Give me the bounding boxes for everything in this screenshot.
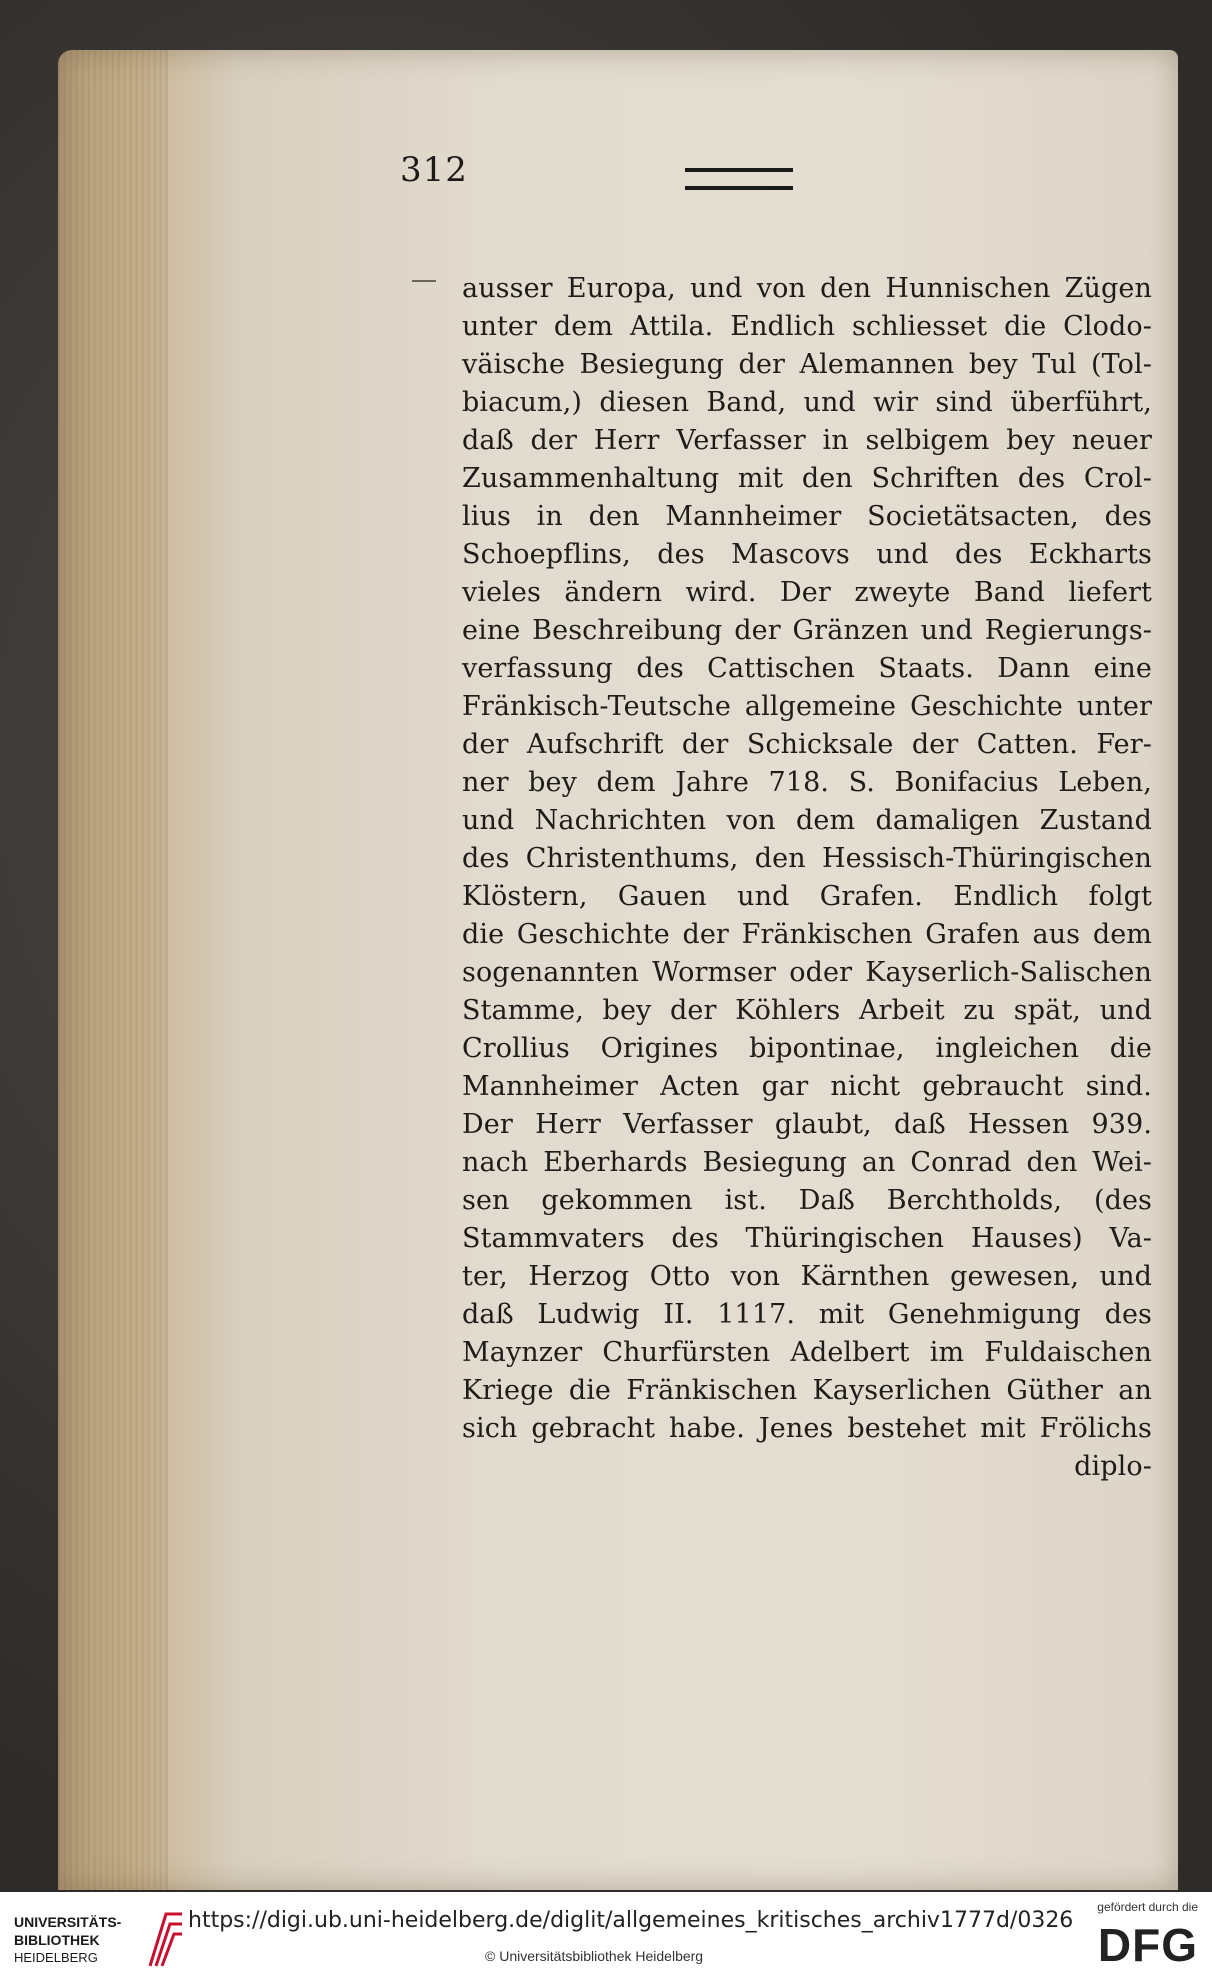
funder-caption: gefördert durch die [1097, 1900, 1198, 1914]
viewer-footer [0, 1892, 1212, 1980]
text-line: sogenannten Wormser oder Kayserlich-Salischen [462, 957, 1152, 988]
text-line: Der Herr Verfasser glaubt, daß Hessen 939. [462, 1109, 1152, 1140]
text-line: Klöstern, Gauen und Grafen. Endlich folgt [462, 881, 1152, 912]
text-line: Maynzer Churfürsten Adelbert im Fuldaischen [462, 1337, 1152, 1368]
margin-mark [412, 280, 436, 282]
page-number: 312 [400, 150, 468, 190]
permalink-url[interactable]: https://digi.ub.uni-heidelberg.de/diglit/allgemeines_kritisches_archiv1777d/0326 [188, 1908, 1074, 1933]
text-line: der Aufschrift der Schicksale der Catten. Fer- [462, 729, 1152, 760]
text-line: daß der Herr Verfasser in selbigem bey neuer [462, 425, 1152, 456]
catchword: diplo- [1074, 1451, 1152, 1482]
funder-block[interactable] [1068, 1898, 1198, 1974]
text-line: Stamme, bey der Köhlers Arbeit zu spät, und [462, 995, 1152, 1026]
copyright-notice: © Universitätsbibliothek Heidelberg [485, 1948, 704, 1964]
text-line: ausser Europa, und von den Hunnischen Zügen [462, 273, 1152, 304]
page-edge [58, 50, 168, 1890]
library-logo[interactable] [14, 1910, 184, 1970]
body-text [462, 270, 1152, 1486]
text-line: Kriege die Fränkischen Kayserlichen Güther an [462, 1375, 1152, 1406]
text-line: eine Beschreibung der Gränzen und Regierungs- [462, 615, 1152, 646]
text-line: die Geschichte der Fränkischen Grafen aus dem [462, 919, 1152, 950]
text-line: und Nachrichten von dem damaligen Zustand [462, 805, 1152, 836]
text-line: ner bey dem Jahre 718. S. Bonifacius Leben, [462, 767, 1152, 798]
text-line: des Christenthums, den Hessisch-Thüringischen [462, 843, 1152, 874]
text-line: Stammvaters des Thüringischen Hauses) Va- [462, 1223, 1152, 1254]
dfg-logo: DFG [1097, 1919, 1198, 1971]
text-line: lius in den Mannheimer Societätsacten, des [462, 501, 1152, 532]
header-double-rule [685, 168, 793, 190]
text-line: Crollius Origines bipontinae, ingleichen die [462, 1033, 1152, 1064]
text-line: Schoepflins, des Mascovs und des Eckharts [462, 539, 1152, 570]
page-header [400, 150, 1160, 220]
library-emblem-icon [144, 1910, 186, 1968]
text-line: väische Besiegung der Alemannen bey Tul (Tol- [462, 349, 1152, 380]
text-line: ter, Herzog Otto von Kärnthen gewesen, und [462, 1261, 1152, 1292]
library-name-line3: HEIDELBERG [14, 1950, 98, 1965]
text-line: sen gekommen ist. Daß Berchtholds, (des [462, 1185, 1152, 1216]
text-line: Mannheimer Acten gar nicht gebraucht sind. [462, 1071, 1152, 1102]
text-line: unter dem Attila. Endlich schliesset die Clodo- [462, 311, 1152, 342]
text-line: sich gebracht habe. Jenes bestehet mit Frölichs [462, 1413, 1152, 1444]
library-name-line1: UNIVERSITÄTS- [14, 1914, 122, 1930]
text-line: daß Ludwig II. 1117. mit Genehmigung des [462, 1299, 1152, 1330]
text-line: vieles ändern wird. Der zweyte Band liefert [462, 577, 1152, 608]
text-line: nach Eberhards Besiegung an Conrad den Wei- [462, 1147, 1152, 1178]
library-name-line2: BIBLIOTHEK [14, 1932, 100, 1948]
text-line: biacum,) diesen Band, und wir sind überführt, [462, 387, 1152, 418]
text-line: Fränkisch-Teutsche allgemeine Geschichte unter [462, 691, 1152, 722]
text-line: Zusammenhaltung mit den Schriften des Crol- [462, 463, 1152, 494]
text-line: verfassung des Cattischen Staats. Dann eine [462, 653, 1152, 684]
